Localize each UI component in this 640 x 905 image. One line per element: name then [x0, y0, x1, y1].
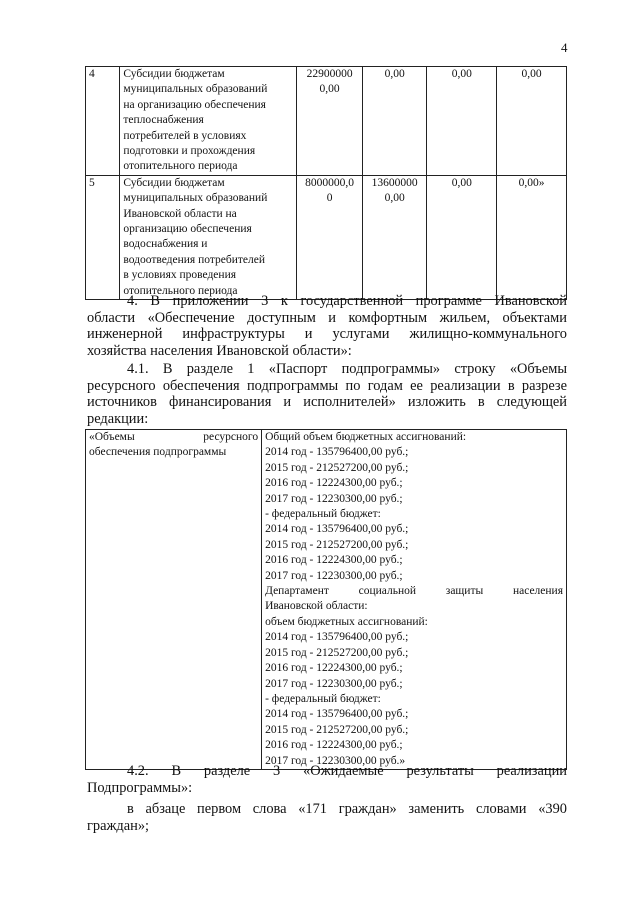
- row-name: [120, 175, 297, 299]
- text-line: области «Обеспечение доступным и комфортным жильем, объектами: [87, 309, 567, 326]
- text-line: 2017 год - 12230300,00 руб.;: [265, 569, 403, 582]
- text-line: ресурсного обеспечения подпрограммы по годам ее реализации в разрезе: [87, 377, 567, 394]
- value-cell: [297, 175, 363, 299]
- text-line: в условиях проведения: [123, 269, 237, 282]
- text-line: 2017 год - 12230300,00 руб.»: [265, 754, 406, 767]
- row-number: 5: [86, 175, 120, 299]
- text-line: обеспечения подпрограммы: [89, 446, 227, 459]
- text-line: объем бюджетных ассигнований:: [265, 615, 428, 628]
- text-line: 4.1. В разделе 1 «Паспорт подпрограммы» строку «Объемы: [127, 361, 567, 377]
- text-line: Общий объем бюджетных ассигнований:: [265, 431, 467, 443]
- subsidies-table: [85, 66, 567, 300]
- text-line: 4. В приложении 3 к государственной программе Ивановской: [127, 293, 567, 309]
- text-line: теплоснабжения: [123, 114, 204, 127]
- text-line: - федеральный бюджет:: [265, 692, 381, 705]
- text-line: организацию обеспечения: [123, 223, 252, 236]
- text-line: 8000000,0: [305, 176, 355, 189]
- text-line: редакции:: [87, 410, 149, 427]
- resource-table: [85, 429, 567, 770]
- text-line: 2016 год - 12224300,00 руб.;: [265, 662, 403, 675]
- text-line: 2016 год - 12224300,00 руб.;: [265, 477, 403, 490]
- value-cell: [297, 67, 363, 176]
- text-line: 2016 год - 12224300,00 руб.;: [265, 554, 403, 567]
- text-line: 4.2. В разделе 3 «Ожидаемые результаты реализации: [127, 763, 567, 779]
- text-line: источников финансирования и исполнителей» изложить в следующей: [87, 394, 567, 411]
- text-line: муниципальных образований: [123, 192, 268, 205]
- text-line: 0,00: [384, 192, 405, 205]
- text-line: в абзаце первом слова «171 граждан» заменить словами «390: [127, 801, 567, 817]
- text-line: Ивановской области на: [123, 207, 237, 220]
- text-line: потребителей в условиях: [123, 129, 247, 142]
- text-line: 13600000: [371, 176, 418, 189]
- value-cell: 0,00»: [497, 175, 567, 299]
- value-cell: 0,00: [427, 67, 497, 176]
- text-line: 2014 год - 135796400,00 руб.;: [265, 631, 409, 644]
- text-line: 2015 год - 212527200,00 руб.;: [265, 723, 409, 736]
- text-line: 22900000: [306, 68, 353, 80]
- row-label: [86, 430, 262, 770]
- row-name: [120, 67, 297, 176]
- paragraph-4-2: [87, 763, 567, 796]
- table-row: [86, 67, 567, 176]
- text-line: 2014 год - 135796400,00 руб.;: [265, 446, 409, 459]
- text-line: 2014 год - 135796400,00 руб.;: [265, 708, 409, 721]
- text-line: «Объемы ресурсного: [89, 431, 259, 443]
- text-line: 0,00: [319, 83, 340, 96]
- text-line: 2015 год - 212527200,00 руб.;: [265, 538, 409, 551]
- text-line: Ивановской области:: [265, 600, 368, 613]
- text-line: отопительного периода: [123, 284, 238, 297]
- text-line: инженерной инфраструктуры и услугами жилищно-коммунального: [87, 326, 567, 343]
- text-line: 2015 год - 212527200,00 руб.;: [265, 646, 409, 659]
- paragraph-4: [87, 293, 567, 359]
- text-line: 2014 год - 135796400,00 руб.;: [265, 523, 409, 536]
- value-cell: 0,00: [427, 175, 497, 299]
- value-cell: 0,00: [362, 67, 427, 176]
- table-row: [86, 175, 567, 299]
- text-line: 2015 год - 212527200,00 руб.;: [265, 461, 409, 474]
- text-line: 2016 год - 12224300,00 руб.;: [265, 739, 403, 752]
- text-line: муниципальных образований: [123, 83, 268, 96]
- text-line: Подпрограммы»:: [87, 779, 193, 796]
- text-line: граждан»;: [87, 817, 150, 834]
- text-line: Субсидии бюджетам: [123, 176, 225, 189]
- paragraph-4-1: [87, 361, 567, 427]
- text-line: водоснабжения и: [123, 238, 208, 251]
- row-number: 4: [86, 67, 120, 176]
- text-line: 2017 год - 12230300,00 руб.;: [265, 492, 403, 505]
- value-cell: 0,00: [497, 67, 567, 176]
- page-number: 4: [561, 40, 568, 55]
- text-line: на организацию обеспечения: [123, 98, 266, 111]
- table-row: [86, 430, 567, 770]
- paragraph-abzac: [87, 801, 567, 834]
- text-line: отопительного периода: [123, 160, 238, 173]
- text-line: подготовки и прохождения: [123, 145, 256, 158]
- text-line: - федеральный бюджет:: [265, 508, 381, 521]
- text-line: водоотведения потребителей: [123, 253, 265, 266]
- text-line: 0: [326, 192, 333, 205]
- text-line: Субсидии бюджетам: [123, 68, 225, 80]
- text-line: 2017 год - 12230300,00 руб.;: [265, 677, 403, 690]
- text-line: Департамент социальной защиты населения: [265, 585, 563, 598]
- row-content: [262, 430, 567, 770]
- value-cell: [362, 175, 427, 299]
- text-line: хозяйства населения Ивановской области»:: [87, 342, 352, 359]
